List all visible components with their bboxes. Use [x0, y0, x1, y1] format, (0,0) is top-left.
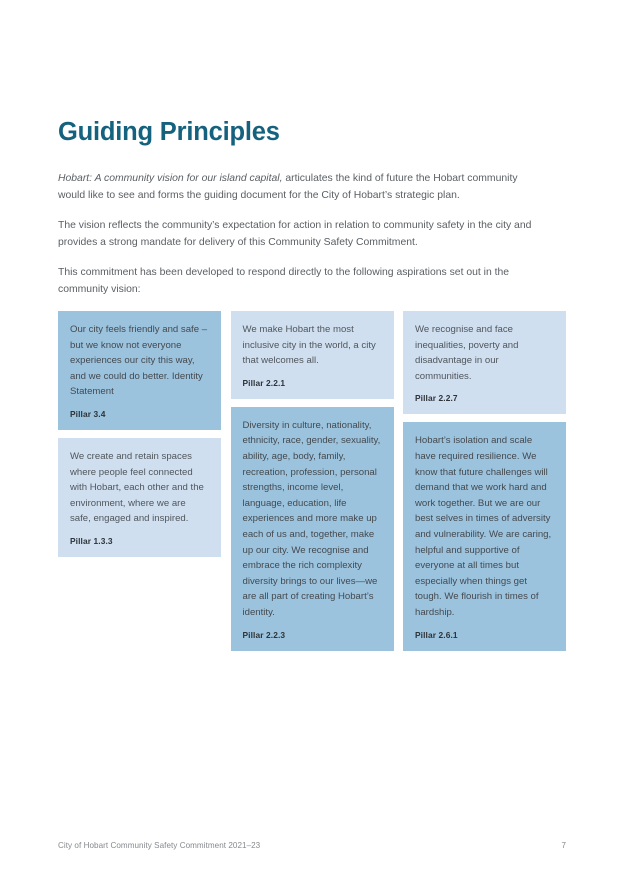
- cards-column-1: [58, 311, 221, 565]
- aspiration-card-body: Diversity in culture, nationality, ethnicity, race, gender, sexuality, ability, age, body, family, recreation, profession, personal strengths, income level, language, education, life experiences and more make up each of us and, together, make up our city. We recognise and embrace the rich complexity diversity brings to our lives—we are all part of creating Hobart’s identity.: [242, 419, 381, 618]
- aspiration-card-body: Hobart’s isolation and scale have required resilience. We know that future challenges will demand that we work hard and work together. But we are our best selves in times of adversity and vulnerability. We are caring, helpful and supportive of everyone at all times but especially when things get tough. We flourish in times of hardship.: [415, 435, 552, 618]
- aspiration-card: [403, 422, 566, 650]
- aspiration-card-pillar: Pillar 1.3.3: [70, 535, 113, 546]
- aspiration-card: [403, 311, 566, 414]
- intro-paragraph-2: The vision reflects the community’s expectation for action in relation to community safety in the city and provides a strong mandate for delivery of this Community Safety Commitment.: [58, 220, 532, 249]
- aspiration-card-body: We make Hobart the most inclusive city in the world, a city that welcomes all.: [242, 324, 376, 367]
- aspiration-card-body: We create and retain spaces where people feel connected with Hobart, each other and the environment, where we are safe, engaged and inspired.: [70, 450, 204, 525]
- intro-paragraph-3: This commitment has been developed to respond directly to the following aspirations set out in the community vision:: [58, 267, 510, 296]
- intro-paragraph-1-italic: Hobart: A community vision for our island capital,: [58, 173, 283, 184]
- page-footer: [58, 841, 566, 850]
- aspiration-card: [231, 311, 394, 399]
- page-title: Guiding Principles: [58, 118, 280, 147]
- aspiration-card-pillar: Pillar 2.2.1: [242, 377, 286, 388]
- aspiration-card-pillar: Pillar 2.2.7: [415, 393, 458, 404]
- intro-paragraph-1-rest: articulates the kind of future the Hobart community would like to see and forms the guiding document for the City of Hobart’s strategic plan.: [58, 173, 518, 202]
- aspiration-card-pillar: Pillar 3.4: [70, 408, 106, 419]
- aspiration-card-pillar: Pillar 2.2.3: [242, 629, 286, 640]
- cards-column-3: [403, 311, 566, 659]
- footer-page-number: 7: [561, 841, 566, 850]
- introduction-text-block: [58, 170, 536, 311]
- aspiration-card-pillar: Pillar 2.6.1: [415, 629, 458, 640]
- aspiration-card-body: Our city feels friendly and safe – but we know not everyone experiences our city this way, and we could do better. Identity Statement: [70, 324, 208, 398]
- footer-document-title: City of Hobart Community Safety Commitment 2021–23: [58, 841, 261, 850]
- aspiration-card: [231, 407, 394, 651]
- cards-column-2: [231, 311, 394, 659]
- aspiration-card: [58, 311, 221, 430]
- aspiration-card: [58, 438, 221, 557]
- aspiration-card-body: We recognise and face inequalities, poverty and disadvantage in our communities.: [415, 324, 519, 382]
- intro-paragraph-1: [58, 170, 536, 205]
